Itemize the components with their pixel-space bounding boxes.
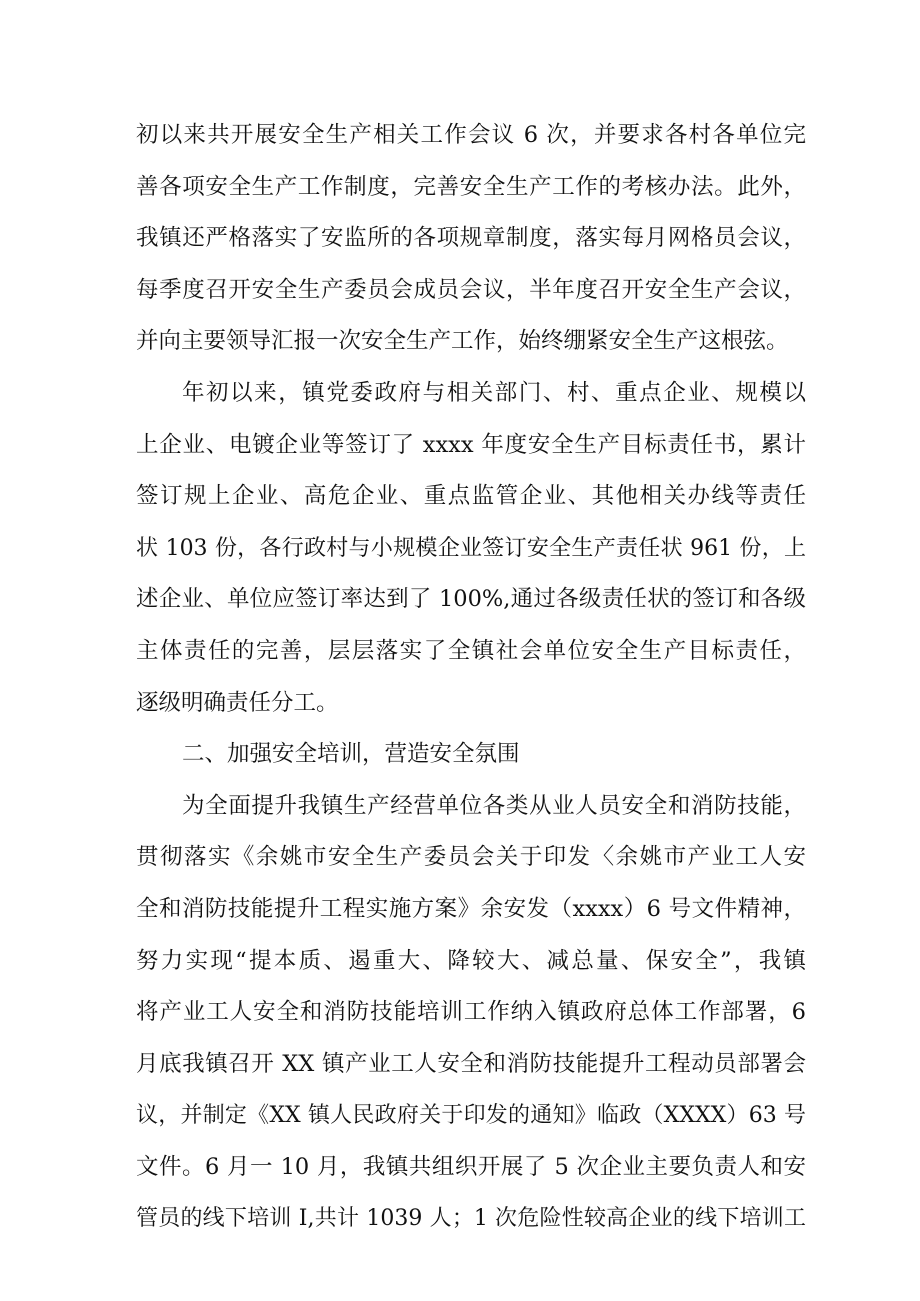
text-line: 述企业、单位应签订率达到了 100%,通过各级责任状的签订和各级 bbox=[136, 586, 806, 613]
paragraph-responsibility bbox=[136, 368, 806, 729]
document-body bbox=[136, 110, 806, 1245]
text-line: 贯彻落实《余姚市安全生产委员会关于印发〈余姚市产业工人安 bbox=[136, 844, 806, 871]
text-line: 每季度召开安全生产委员会成员会议，半年度召开安全生产会议， bbox=[136, 276, 806, 303]
text-line: 月底我镇召开 XX 镇产业工人安全和消防技能提升工程动员部署会 bbox=[136, 1050, 806, 1077]
paragraph-training bbox=[136, 781, 806, 1245]
text-line: 为全面提升我镇生产经营单位各类从业人员安全和消防技能， bbox=[182, 792, 806, 819]
text-line: 全和消防技能提升工程实施方案》余安发（xxxx）6 号文件精神， bbox=[136, 895, 806, 922]
text-line: 初以来共开展安全生产相关工作会议 6 次，并要求各村各单位完 bbox=[136, 122, 806, 148]
text-line: 善各项安全生产工作制度，完善安全生产工作的考核办法。此外， bbox=[136, 173, 806, 200]
text-line: 主体责任的完善，层层落实了全镇社会单位安全生产目标责任， bbox=[136, 637, 806, 664]
text-line: 努力实现“提本质、遏重大、降较大、减总量、保安全”，我镇 bbox=[136, 947, 806, 974]
text-line: 并向主要领导汇报一次安全生产工作，始终绷紧安全生产这根弦。 bbox=[136, 328, 789, 355]
text-line: 签订规上企业、高危企业、重点监管企业、其他相关办线等责任 bbox=[136, 483, 806, 510]
paragraph-meeting-system bbox=[136, 110, 806, 368]
text-line: 年初以来，镇党委政府与相关部门、村、重点企业、规模以 bbox=[182, 379, 806, 406]
text-line: 管员的线下培训 I,共计 1039 人；1 次危险性较高企业的线下培训工 bbox=[136, 1206, 806, 1232]
text-line: 将产业工人安全和消防技能培训工作纳入镇政府总体工作部署，6 bbox=[136, 999, 806, 1026]
section-heading: 二、加强安全培训，营造安全氛围 bbox=[182, 741, 520, 768]
text-line: 我镇还严格落实了安监所的各项规章制度，落实每月网格员会议， bbox=[136, 225, 806, 252]
text-line: 状 103 份，各行政村与小规模企业签订安全生产责任状 961 份，上 bbox=[136, 535, 806, 561]
text-line: 文件。6 月一 10 月，我镇共组织开展了 5 次企业主要负责人和安 bbox=[136, 1153, 806, 1180]
text-line: 上企业、电镀企业等签订了 xxxx 年度安全生产目标责任书，累计 bbox=[136, 431, 806, 458]
text-line: 逐级明确责任分工。 bbox=[136, 689, 339, 716]
text-line: 议，并制定《XX 镇人民政府关于印发的通知》临政（XXXX）63 号 bbox=[136, 1103, 806, 1129]
